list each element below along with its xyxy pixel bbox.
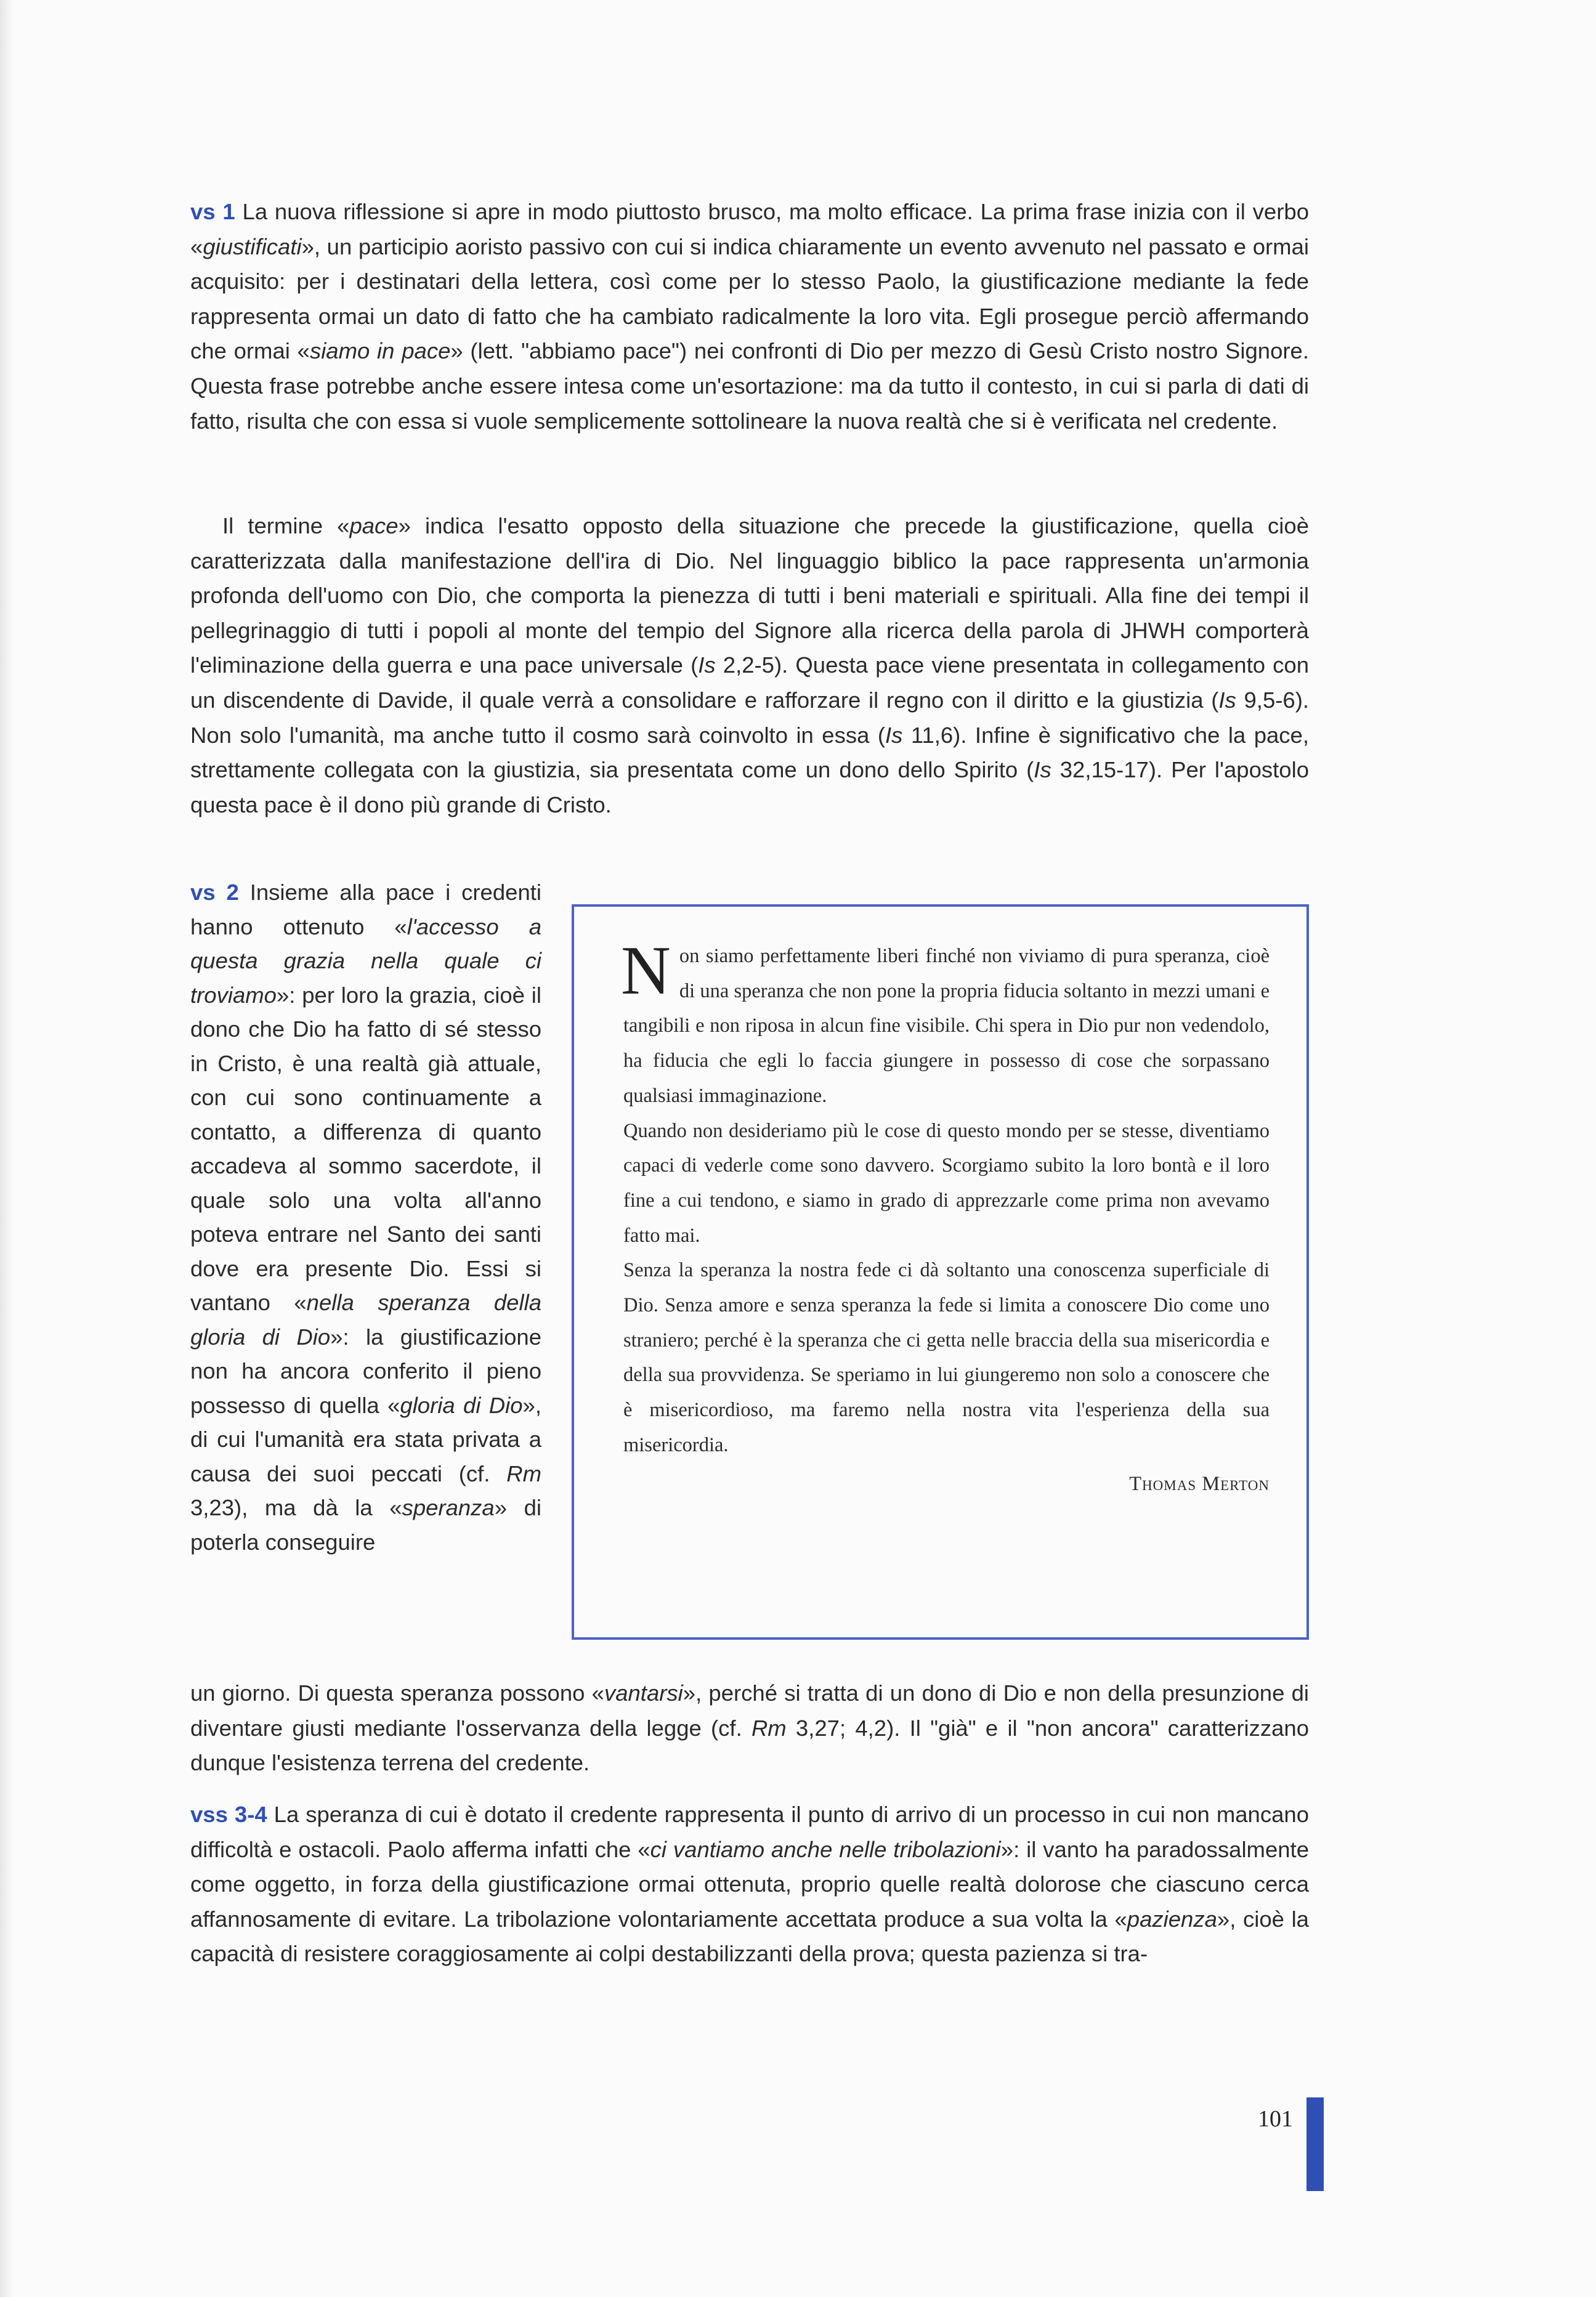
page-accent-bar	[1306, 2097, 1324, 2191]
paragraph-pace: Il termine «pace» indica l'esatto opposto della situazione che precede la giustificazione, quella cioè caratterizzata dalla manifestazione dell'ira di Dio. Nel linguaggio biblico la pace rappresenta un'armonia profonda dell'uomo con Dio, che comporta la pienezza di tutti i beni materiali e spirituali. Alla fine dei tempi il pellegrinaggio di tutti i popoli al monte del tempio del Signore alla ricerca della parola di JHWH comporterà l'eliminazione della guerra e una pace universale (Is 2,2-5). Questa pace viene presentata in collegamento con un discendente di Davide, il quale verrà a consolidare e rafforzare il regno con il diritto e la giustizia (Is 9,5-6). Non solo l'umanità, ma anche tutto il cosmo sarà coinvolto in essa (Is 11,6). Infine è significativo che la pace, strettamente collegata con la giustizia, sia presentata come un dono dello Spirito (Is 32,15-17). Per l'apostolo questa pace è il dono più grande di Cristo.	[190, 513, 1310, 817]
verse-ref: vs 2	[190, 880, 239, 905]
quote-box-merton: Non siamo perfettamente liberi finché non viviamo di pura speranza, cioè di una speranza che non pone la propria fiducia soltanto in mezzi umani e tangibili e non riposa in alcun fine visibile. Chi spera in Dio pur non vedendolo, ha fiducia che egli lo faccia giungere in possesso di cose che sorpassano qualsiasi immaginazione. Quando non desideriamo più le cose di questo mondo per se stesse, diventiamo capaci di vederle come sono davvero. Scorgiamo subito la loro bontà e il loro fine a cui tendono, e siamo in grado di apprezzarle come prima non avevamo fatto mai. Senza la speranza la nostra fede ci dà soltanto una conoscenza superficiale di Dio. Senza amore e senza speranza la fede si limita a conoscere Dio come uno straniero; perché è la speranza che ci getta nelle braccia della sua misericordia e della sua provvidenza. Se speriamo in lui giungeremo non solo a conoscere che è misericordioso, ma faremo nella nostra vita l'esperienza della sua misericordia. Thomas Merton	[572, 904, 1309, 1640]
paragraph-vs1: vs 1 La nuova riflessione si apre in modo piuttosto brusco, ma molto efficace. La prima frase inizia con il verbo «giustificati», un participio aoristo passivo con cui si indica chiaramente un evento avvenuto nel passato e ormai acquisito: per i destinatari della lettera, così come per lo stesso Paolo, la giustificazione mediante la fede rappresenta ormai un dato di fatto che ha cambiato radicalmente la loro vita. Egli prosegue perciò affermando che ormai «siamo in pace» (lett. "abbiamo pace") nei confronti di Dio per mezzo di Gesù Cristo nostro Signore. Questa frase potrebbe anche essere intesa come un'esortazione: ma da tutto il contesto, in cui si parla di dati di fatto, risulta che con essa si vuole semplicemente sottolineare la nuova realtà che si è verificata nel credente.	[190, 199, 1309, 434]
paragraph-vs2-column: vs 2 Insieme alla pace i credenti hanno ottenuto «l'accesso a questa grazia nella quale ci troviamo»: per loro la grazia, cioè il dono che Dio ha fatto di sé stesso in Cristo, è una realtà già attuale, con cui sono continuamente a contatto, a differenza di quanto accadeva al sommo sacerdote, il quale solo una volta all'anno poteva entrare nel Santo dei santi dove era presente Dio. Essi si vantano «nella speranza della gloria di Dio»: la giustificazione non ha ancora conferito il pieno possesso di quella «gloria di Dio», di cui l'umanità era stata privata a causa dei suoi peccati (cf. Rm 3,23), ma dà la «speranza» di poterla conseguire	[190, 880, 541, 1555]
paragraph-vs2-end: un giorno. Di questa speranza possono «vantarsi», perché si tratta di un dono di Dio e non della presunzione di diventare giusti mediante l'osservanza della legge (cf. Rm 3,27; 4,2). Il "già" e il "non ancora" caratterizzano dunque l'esistenza terrena del credente.	[190, 1680, 1309, 1776]
page-number: 101	[1258, 2106, 1293, 2132]
paragraph-vss3-4: vss 3-4 La speranza di cui è dotato il credente rappresenta il punto di arrivo di un processo in cui non mancano difficoltà e ostacoli. Paolo afferma infatti che «ci vantiamo anche nelle tribolazioni»: il vanto ha paradossalmente come oggetto, in forza della giustificazione ormai ottenuta, proprio quelle realtà dolorose che ciascuno cerca affannosamente di evitare. La tribolazione volontariamente accettata produce a sua volta la «pazienza», cioè la capacità di resistere coraggiosamente ai colpi destabilizzanti della prova; questa pazienza si tra-	[190, 1802, 1309, 1967]
verse-ref: vs 1	[190, 199, 235, 224]
verse-ref: vss 3-4	[190, 1802, 267, 1827]
page-edge-shadow	[0, 0, 14, 2297]
quote-author: Thomas Merton	[1129, 1472, 1270, 1495]
drop-cap: N	[621, 933, 671, 1009]
